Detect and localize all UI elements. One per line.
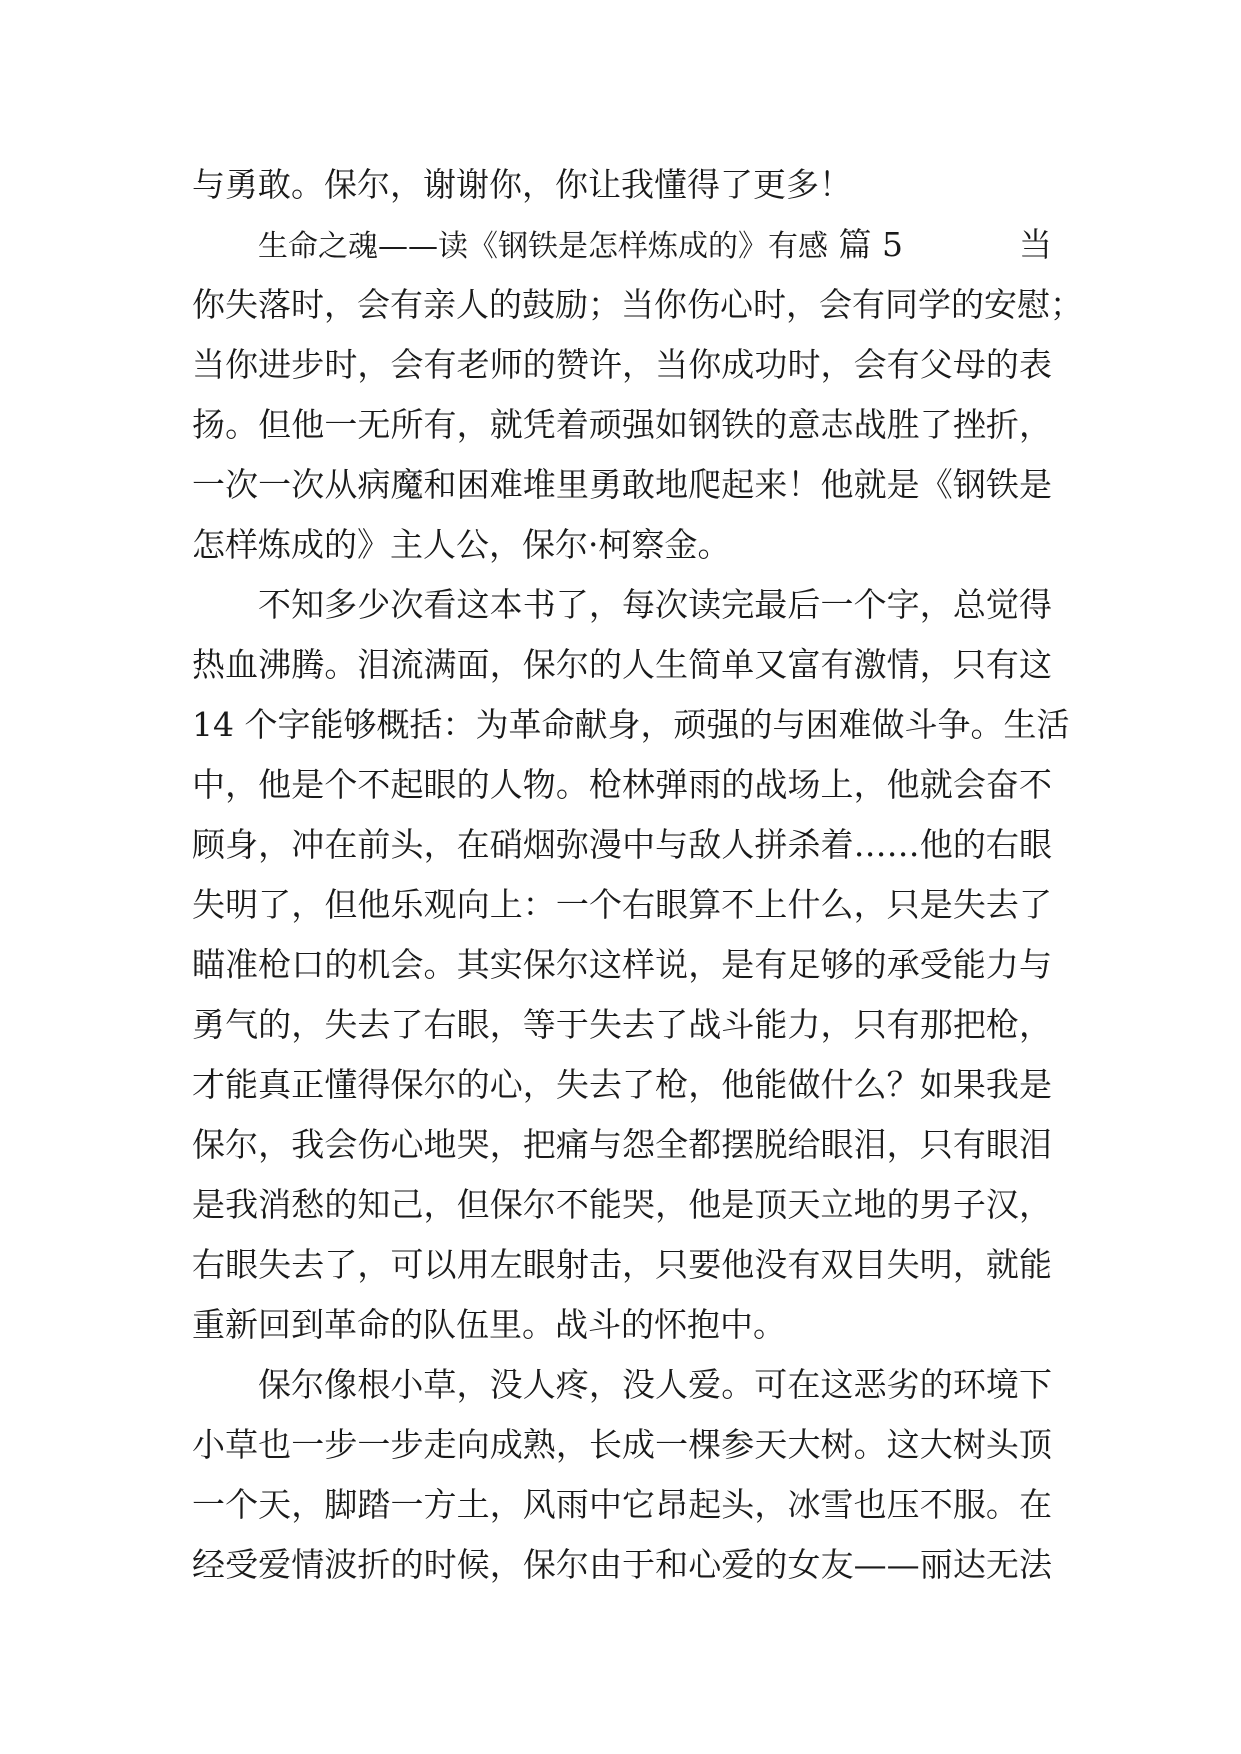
paragraph-3-line: 保尔像根小草，没人疼，没人爱。可在这恶劣的环境下 xyxy=(258,1365,1052,1404)
section-title: 生命之魂——读《钢铁是怎样炼成的》有感 xyxy=(258,229,828,264)
paragraph-3-line: 一个天，脚踏一方土，风雨中它昂起头，冰雪也压不服。在 xyxy=(192,1485,1052,1524)
paragraph-3-line: 小草也一步一步走向成熟，长成一棵参天大树。这大树头顶 xyxy=(192,1425,1052,1464)
paragraph-1-line: 怎样炼成的》主人公，保尔·柯察金。 xyxy=(192,525,731,564)
paragraph-2-line: 保尔，我会伤心地哭，把痛与怨全都摆脱给眼泪，只有眼泪 xyxy=(192,1125,1052,1164)
paragraph-2-line: 失明了，但他乐观向上：一个右眼算不上什么，只是失去了 xyxy=(192,885,1052,924)
paragraph-2-line: 14 个字能够概括：为革命献身，顽强的与困难做斗争。生活 xyxy=(192,705,1070,744)
paragraph-2-line: 瞄准枪口的机会。其实保尔这样说，是有足够的承受能力与 xyxy=(192,945,1052,984)
paragraph-1-line: 你失落时，会有亲人的鼓励；当你伤心时，会有同学的安慰； xyxy=(192,285,1083,324)
paragraph-2-line: 不知多少次看这本书了，每次读完最后一个字，总觉得 xyxy=(258,585,1052,624)
document-body xyxy=(192,155,1083,1595)
paragraph-2-line: 中，他是个不起眼的人物。枪林弹雨的战场上，他就会奋不 xyxy=(192,765,1052,804)
paragraph-2-line: 重新回到革命的队伍里。战斗的怀抱中。 xyxy=(192,1305,786,1344)
paragraph-2-line: 是我消愁的知己，但保尔不能哭，他是顶天立地的男子汉， xyxy=(192,1185,1052,1224)
paragraph-2-line: 右眼失去了，可以用左眼射击，只要他没有双目失明，就能 xyxy=(192,1245,1052,1284)
paragraph-2-line: 热血沸腾。泪流满面，保尔的人生简单又富有激情，只有这 xyxy=(192,645,1052,684)
paragraph-1-line: 当你进步时，会有老师的赞许，当你成功时，会有父母的表 xyxy=(192,345,1052,384)
paragraph-2-line: 勇气的，失去了右眼，等于失去了战斗能力，只有那把枪， xyxy=(192,1005,1052,1044)
paragraph-1-line: 扬。但他一无所有，就凭着顽强如钢铁的意志战胜了挫折， xyxy=(192,405,1052,444)
section-label: 篇 5 xyxy=(838,225,903,264)
paragraph-3-line: 经受爱情波折的时候，保尔由于和心爱的女友——丽达无法 xyxy=(192,1545,1052,1584)
section-heading xyxy=(192,215,1052,275)
paragraph-1-line: 一次一次从病魔和困难堆里勇敢地爬起来！他就是《钢铁是 xyxy=(192,465,1052,504)
paragraph-2-line: 顾身，冲在前头，在硝烟弥漫中与敌人拼杀着……他的右眼 xyxy=(192,825,1052,864)
intro-line: 与勇敢。保尔，谢谢你，你让我懂得了更多！ xyxy=(192,165,852,204)
section-heading-tail: 当 xyxy=(1019,225,1052,264)
paragraph-2-line: 才能真正懂得保尔的心，失去了枪，他能做什么？如果我是 xyxy=(192,1065,1052,1104)
